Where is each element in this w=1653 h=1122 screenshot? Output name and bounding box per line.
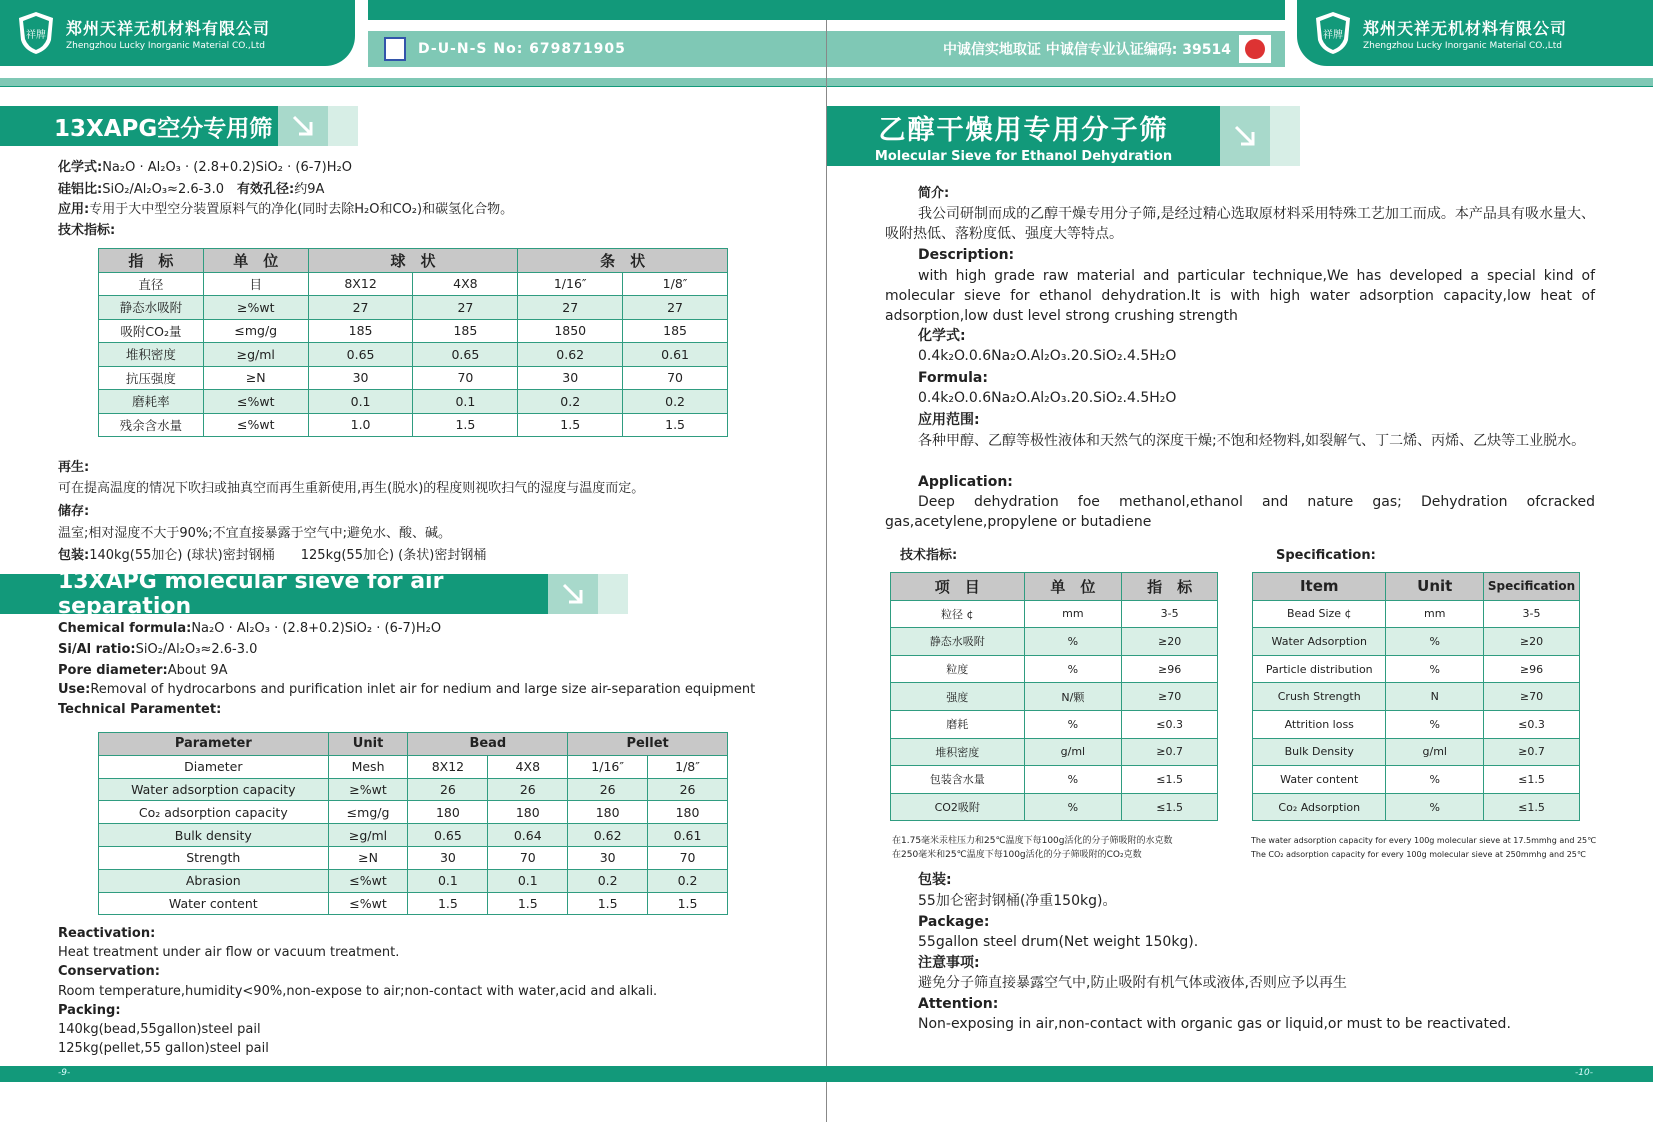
table-cell: 包装含水量 bbox=[891, 766, 1025, 794]
table-cell: ≥N bbox=[203, 366, 308, 390]
table-row bbox=[891, 683, 1218, 711]
formula-line: 化学式:Na₂O · Al₂O₃ · (2.8+0.2)SiO₂ · (6-7)H₂O bbox=[58, 160, 352, 175]
sial-line: Si/Al ratio:SiO₂/Al₂O₃≈2.6-3.0 bbox=[58, 642, 258, 657]
app-cn-text: 各种甲醇、乙醇等极性液体和天然气的深度干燥;不饱和烃物料,如裂解气、丁二烯、丙烯、乙炔等工业脱水。 bbox=[918, 433, 1586, 449]
table-row bbox=[891, 655, 1218, 683]
table-cell: % bbox=[1024, 793, 1122, 821]
formula-en-label: Formula: bbox=[918, 370, 988, 386]
table-cell: g/ml bbox=[1386, 738, 1484, 766]
table-header-cell: Bead bbox=[408, 733, 568, 756]
table-cell: CO2吸附 bbox=[891, 793, 1025, 821]
arrow-down-right-icon bbox=[278, 106, 328, 146]
desc-label: Description: bbox=[918, 247, 1015, 263]
table-cell: ≥70 bbox=[1122, 683, 1218, 711]
pack-cn-text: 55加仑密封钢桶(净重150kg)。 bbox=[918, 893, 1117, 909]
app-cn-label: 应用范围: bbox=[918, 412, 980, 428]
table-row bbox=[99, 755, 728, 778]
table-cell: Mesh bbox=[328, 755, 408, 778]
table-cell: ≥%wt bbox=[328, 778, 408, 801]
table-cell: % bbox=[1386, 766, 1484, 794]
spec-label: 技术指标: bbox=[58, 223, 116, 238]
table-header-cell: 球 状 bbox=[308, 249, 518, 273]
spec-en-label: Specification: bbox=[1276, 548, 1376, 563]
table-cell: ≤%wt bbox=[203, 413, 308, 437]
section-title-cn: 乙醇干燥用专用分子筛 bbox=[878, 115, 1169, 146]
table-cell: 1.5 bbox=[413, 413, 518, 437]
table-row bbox=[1253, 655, 1580, 683]
table-cell: Strength bbox=[99, 846, 329, 869]
table-cell: 吸附CO₂量 bbox=[99, 319, 204, 343]
tech-label: Technical Paramentet: bbox=[58, 702, 222, 717]
table-cell: % bbox=[1024, 710, 1122, 738]
note-cn-2: 在250毫米和25℃温度下每100g活化的分子筛吸附的CO₂克数 bbox=[892, 850, 1142, 860]
table-cell: ≤0.3 bbox=[1122, 710, 1218, 738]
section-banner-ethanol bbox=[827, 106, 1300, 166]
cons-text: Room temperature,humidity<90%,non-expose to air;non-contact with water,acid and alkali. bbox=[58, 984, 658, 999]
table-row bbox=[891, 766, 1218, 794]
table-cell: ≤1.5 bbox=[1122, 766, 1218, 794]
table-cell: Crush Strength bbox=[1253, 683, 1386, 711]
note-cn-1: 在1.75毫米汞柱压力和25℃温度下每100g活化的分子筛吸附的水克数 bbox=[892, 836, 1173, 846]
company-name-cn: 郑州天祥无机材料有限公司 bbox=[66, 18, 271, 38]
table-cell: 185 bbox=[308, 319, 413, 343]
table-header-cell: 指 标 bbox=[99, 249, 204, 273]
table-cell: 磨耗率 bbox=[99, 390, 204, 414]
table-cell: 磨耗 bbox=[891, 710, 1025, 738]
table-row bbox=[99, 892, 728, 915]
table-cell: 0.2 bbox=[518, 390, 623, 414]
table-cell: mm bbox=[1024, 600, 1122, 628]
table-row bbox=[99, 343, 728, 367]
react-text: Heat treatment under air flow or vacuum treatment. bbox=[58, 945, 400, 960]
table-cell: 残余含水量 bbox=[99, 413, 204, 437]
table-row bbox=[99, 272, 728, 296]
table-cell: 1850 bbox=[518, 319, 623, 343]
table-cell: ≤0.3 bbox=[1484, 710, 1580, 738]
table-cell: 180 bbox=[648, 801, 728, 824]
table-row bbox=[891, 738, 1218, 766]
note-en-1: The water adsorption capacity for every 100g molecular sieve at 17.5mmhg and 25℃ bbox=[1251, 836, 1597, 845]
table-cell: 70 bbox=[648, 846, 728, 869]
table-cell: ≤%wt bbox=[203, 390, 308, 414]
section-title-en: 13XAPG molecular sieve for air separation bbox=[0, 574, 548, 614]
att-cn-text: 避免分子筛直接暴露空气中,防止吸附有机气体或液体,否则应予以再生 bbox=[918, 975, 1347, 991]
chem-line: Chemical formula:Na₂O · Al₂O₃ · (2.8+0.2)SiO₂ · (6-7)H₂O bbox=[58, 621, 442, 636]
table-header-cell: 单 位 bbox=[203, 249, 308, 273]
company-name-en: Zhengzhou Lucky Inorganic Material CO.,Ltd bbox=[1363, 40, 1562, 51]
use-en-line: Use:Removal of hydrocarbons and purification inlet air for nedium and large size air-separation equipment bbox=[58, 682, 756, 697]
packing-text-1: 140kg(bead,55gallon)steel pail bbox=[58, 1022, 261, 1037]
table-cell: 0.65 bbox=[413, 343, 518, 367]
footer-bar bbox=[0, 1066, 1653, 1082]
table-cell: % bbox=[1024, 628, 1122, 656]
spec-table-en bbox=[98, 732, 728, 915]
table-cell: 1.5 bbox=[648, 892, 728, 915]
banner-tail bbox=[328, 106, 358, 146]
table-cell: 4X8 bbox=[413, 272, 518, 296]
intro-label: 简介: bbox=[918, 186, 950, 201]
table-cell: Diameter bbox=[99, 755, 329, 778]
table-cell: 0.2 bbox=[623, 390, 728, 414]
table-row bbox=[891, 628, 1218, 656]
table-cell: 0.61 bbox=[623, 343, 728, 367]
table-header-cell: Pellet bbox=[568, 733, 728, 756]
table-row bbox=[99, 801, 728, 824]
att-en-label: Attention: bbox=[918, 996, 999, 1012]
table-cell: 27 bbox=[518, 296, 623, 320]
table-row bbox=[99, 366, 728, 390]
table-cell: Water adsorption capacity bbox=[99, 778, 329, 801]
table-row bbox=[99, 824, 728, 847]
table-row bbox=[1253, 738, 1580, 766]
table-cell: Bulk Density bbox=[1253, 738, 1386, 766]
table-cell: N bbox=[1386, 683, 1484, 711]
section-title-block bbox=[827, 106, 1220, 166]
use-line: 应用:专用于大中型空分装置原料气的净化(同时去除H₂O和CO₂)和碳氢化合物。 bbox=[58, 202, 514, 217]
table-cell: % bbox=[1024, 655, 1122, 683]
table-cell: 1/16″ bbox=[518, 272, 623, 296]
table-cell: ≥N bbox=[328, 846, 408, 869]
table-cell: ≥g/ml bbox=[328, 824, 408, 847]
table-cell: ≥96 bbox=[1122, 655, 1218, 683]
table-cell: 180 bbox=[568, 801, 648, 824]
cons-label: Conservation: bbox=[58, 964, 160, 979]
app-en-label: Application: bbox=[918, 474, 1013, 490]
table-cell: 26 bbox=[648, 778, 728, 801]
table-cell: 0.1 bbox=[413, 390, 518, 414]
table-cell: 1/8″ bbox=[623, 272, 728, 296]
table-cell: Co₂ Adsorption bbox=[1253, 793, 1386, 821]
section-banner-13xapg-cn bbox=[0, 106, 358, 146]
section-title-en: Molecular Sieve for Ethanol Dehydration bbox=[874, 149, 1173, 164]
formula-cn: 0.4k₂O.0.6Na₂O.Al₂O₃.20.SiO₂.4.5H₂O bbox=[918, 348, 1177, 364]
table-cell: 0.61 bbox=[648, 824, 728, 847]
header-top-strip bbox=[368, 0, 1285, 20]
storage-label: 储存: bbox=[58, 504, 90, 519]
table-cell: ≤1.5 bbox=[1484, 793, 1580, 821]
packing-text-2: 125kg(pellet,55 gallon)steel pail bbox=[58, 1041, 269, 1056]
table-cell: 3-5 bbox=[1122, 600, 1218, 628]
table-cell: 堆积密度 bbox=[891, 738, 1025, 766]
spec-cn-label: 技术指标: bbox=[900, 548, 958, 563]
table-header-cell: 条 状 bbox=[518, 249, 728, 273]
table-cell: 0.1 bbox=[408, 869, 488, 892]
page-number-right: -10- bbox=[1575, 1068, 1593, 1078]
section-title: 13XAPG空分专用筛 bbox=[0, 106, 278, 146]
duns-number: D-U-N-S No: 679871905 bbox=[418, 41, 626, 57]
company-shield-icon bbox=[1311, 9, 1355, 57]
table-header-cell: Item bbox=[1253, 573, 1386, 601]
table-cell: 30 bbox=[308, 366, 413, 390]
table-cell: 0.64 bbox=[488, 824, 568, 847]
header-logo-right bbox=[1297, 0, 1653, 66]
table-cell: Water content bbox=[1253, 766, 1386, 794]
table-cell: 1.5 bbox=[623, 413, 728, 437]
table-cell: ≥70 bbox=[1484, 683, 1580, 711]
table-header-cell: 单 位 bbox=[1024, 573, 1122, 601]
table-cell: 强度 bbox=[891, 683, 1025, 711]
app-en-text: Deep dehydration foe methanol,ethanol and nature gas; Dehydration ofcracked gas,acetylene,propylene or butadiene bbox=[885, 494, 1595, 530]
table-row bbox=[1253, 628, 1580, 656]
table-row bbox=[99, 296, 728, 320]
company-name-cn: 郑州天祥无机材料有限公司 bbox=[1363, 18, 1568, 38]
table-cell: ≥96 bbox=[1484, 655, 1580, 683]
table-cell: Bead Size ¢ bbox=[1253, 600, 1386, 628]
table-cell: 8X12 bbox=[308, 272, 413, 296]
table-cell: 直径 bbox=[99, 272, 204, 296]
pack-line: 包装:140kg(55加仑) (球状)密封钢桶 125kg(55加仑) (条状)密封钢桶 bbox=[58, 548, 487, 563]
table-cell: ≤mg/g bbox=[328, 801, 408, 824]
table-cell: 185 bbox=[413, 319, 518, 343]
table-cell: 30 bbox=[568, 846, 648, 869]
table-cell: ≥20 bbox=[1484, 628, 1580, 656]
banner-tail bbox=[598, 574, 628, 614]
packing-label: Packing: bbox=[58, 1003, 121, 1018]
table-row bbox=[99, 869, 728, 892]
cert-text: 中诚信实地取证 中诚信专业认证编码: 39514 bbox=[942, 42, 1231, 58]
regen-label: 再生: bbox=[58, 460, 90, 475]
svg-text:祥牌: 祥牌 bbox=[26, 30, 46, 41]
page-divider bbox=[826, 20, 827, 1122]
table-cell: 27 bbox=[413, 296, 518, 320]
table-header-cell: 指 标 bbox=[1122, 573, 1218, 601]
table-row bbox=[99, 319, 728, 343]
table-cell: N/颗 bbox=[1024, 683, 1122, 711]
table-row bbox=[891, 710, 1218, 738]
table-row bbox=[1253, 766, 1580, 794]
table-row bbox=[1253, 600, 1580, 628]
svg-text:祥牌: 祥牌 bbox=[1323, 30, 1343, 41]
table-row bbox=[1253, 710, 1580, 738]
company-name-en: Zhengzhou Lucky Inorganic Material CO.,Ltd bbox=[66, 40, 265, 51]
table-row bbox=[99, 846, 728, 869]
react-label: Reactivation: bbox=[58, 926, 156, 941]
formula-en: 0.4k₂O.0.6Na₂O.Al₂O₃.20.SiO₂.4.5H₂O bbox=[918, 390, 1177, 406]
table-cell: 1.5 bbox=[488, 892, 568, 915]
table-cell: ≤1.5 bbox=[1122, 793, 1218, 821]
table-cell: 0.62 bbox=[518, 343, 623, 367]
table-cell: 静态水吸附 bbox=[891, 628, 1025, 656]
table-cell: ≤mg/g bbox=[203, 319, 308, 343]
table-header-cell: Parameter bbox=[99, 733, 329, 756]
table-cell: 1.5 bbox=[568, 892, 648, 915]
formula-cn-label: 化学式: bbox=[918, 328, 966, 344]
table-cell: % bbox=[1386, 710, 1484, 738]
table-cell: 1/16″ bbox=[568, 755, 648, 778]
table-header-cell: 项 目 bbox=[891, 573, 1025, 601]
table-header-cell: Specification bbox=[1484, 573, 1580, 601]
duns-logo-icon bbox=[384, 37, 406, 61]
table-cell: 0.2 bbox=[648, 869, 728, 892]
pack-en-label: Package: bbox=[918, 914, 990, 930]
table-row bbox=[1253, 793, 1580, 821]
table-cell: 粒径 ¢ bbox=[891, 600, 1025, 628]
table-cell: 1.0 bbox=[308, 413, 413, 437]
att-en-text: Non-exposing in air,non-contact with organic gas or liquid,or must to be reactivated. bbox=[918, 1016, 1511, 1032]
table-cell: % bbox=[1386, 655, 1484, 683]
spec-table-ethanol-cn bbox=[890, 572, 1218, 821]
table-cell: 180 bbox=[408, 801, 488, 824]
table-cell: 0.62 bbox=[568, 824, 648, 847]
table-cell: 0.65 bbox=[408, 824, 488, 847]
table-cell: Bulk density bbox=[99, 824, 329, 847]
table-row bbox=[99, 778, 728, 801]
table-cell: 185 bbox=[623, 319, 728, 343]
table-cell: Attrition loss bbox=[1253, 710, 1386, 738]
table-cell: 静态水吸附 bbox=[99, 296, 204, 320]
table-cell: ≥0.7 bbox=[1484, 738, 1580, 766]
table-row bbox=[891, 600, 1218, 628]
table-cell: 粒度 bbox=[891, 655, 1025, 683]
table-cell: 4X8 bbox=[488, 755, 568, 778]
table-cell: 70 bbox=[623, 366, 728, 390]
pore-line: Pore diameter:About 9A bbox=[58, 663, 228, 678]
cert-seal-icon bbox=[1239, 35, 1271, 63]
table-cell: 180 bbox=[488, 801, 568, 824]
table-cell: ≥20 bbox=[1122, 628, 1218, 656]
table-cell: 0.1 bbox=[308, 390, 413, 414]
table-cell: 1/8″ bbox=[648, 755, 728, 778]
banner-tail bbox=[1270, 106, 1300, 166]
table-row bbox=[99, 390, 728, 414]
table-cell: % bbox=[1386, 628, 1484, 656]
att-cn-label: 注意事项: bbox=[918, 955, 980, 971]
table-cell: 8X12 bbox=[408, 755, 488, 778]
table-cell: g/ml bbox=[1024, 738, 1122, 766]
intro-text: 我公司研制而成的乙醇干燥专用分子筛,是经过精心选取原材料采用特殊工艺加工而成。本产品具有吸水量大、吸附热低、落粉度低、强度大等特点。 bbox=[885, 206, 1595, 242]
table-cell: 30 bbox=[518, 366, 623, 390]
table-row bbox=[99, 413, 728, 437]
note-en-2: The CO₂ adsorption capacity for every 100g molecular sieve at 250mmhg and 25℃ bbox=[1251, 850, 1586, 859]
table-cell: 30 bbox=[408, 846, 488, 869]
table-cell: ≤%wt bbox=[328, 892, 408, 915]
table-cell: ≥g/ml bbox=[203, 343, 308, 367]
table-cell: 0.2 bbox=[568, 869, 648, 892]
table-cell: 抗压强度 bbox=[99, 366, 204, 390]
page-number-left: -9- bbox=[58, 1068, 71, 1078]
table-header-cell: Unit bbox=[328, 733, 408, 756]
table-row bbox=[891, 793, 1218, 821]
table-cell: 70 bbox=[413, 366, 518, 390]
table-cell: ≤1.5 bbox=[1484, 766, 1580, 794]
table-cell: 目 bbox=[203, 272, 308, 296]
spec-table-ethanol-en bbox=[1252, 572, 1580, 821]
table-cell: % bbox=[1024, 766, 1122, 794]
table-cell: ≥0.7 bbox=[1122, 738, 1218, 766]
table-cell: Abrasion bbox=[99, 869, 329, 892]
table-cell: Co₂ adsorption capacity bbox=[99, 801, 329, 824]
company-shield-icon bbox=[14, 9, 58, 57]
table-cell: 1.5 bbox=[518, 413, 623, 437]
arrow-down-right-icon bbox=[548, 574, 598, 614]
table-cell: Water Adsorption bbox=[1253, 628, 1386, 656]
pack-cn-label: 包装: bbox=[918, 872, 952, 888]
desc-text: with high grade raw material and particular technique,We has developed a special kind of molecular sieve for ethanol dehydration.It is with high water adsorption capacity,low heat of adsorption,low dust level strong crushing strength bbox=[885, 268, 1595, 324]
table-cell: 26 bbox=[488, 778, 568, 801]
regen-text: 可在提高温度的情况下吹扫或抽真空而再生重新使用,再生(脱水)的程度则视吹扫气的湿度与温度而定。 bbox=[58, 481, 645, 496]
table-cell: Water content bbox=[99, 892, 329, 915]
table-header-cell: Unit bbox=[1386, 573, 1484, 601]
ratio-line: 硅铝比:SiO₂/Al₂O₃≈2.6-3.0 有效孔径:约9A bbox=[58, 182, 325, 197]
table-cell: 70 bbox=[488, 846, 568, 869]
table-cell: ≤%wt bbox=[328, 869, 408, 892]
table-cell: Particle distribution bbox=[1253, 655, 1386, 683]
table-cell: ≥%wt bbox=[203, 296, 308, 320]
table-cell: 0.1 bbox=[488, 869, 568, 892]
table-cell: % bbox=[1386, 793, 1484, 821]
table-cell: 26 bbox=[408, 778, 488, 801]
storage-text: 温室;相对湿度不大于90%;不宜直接暴露于空气中;避免水、酸、碱。 bbox=[58, 526, 452, 541]
spec-table-cn bbox=[98, 248, 728, 437]
table-cell: 27 bbox=[623, 296, 728, 320]
table-row bbox=[1253, 683, 1580, 711]
table-cell: 27 bbox=[308, 296, 413, 320]
table-cell: mm bbox=[1386, 600, 1484, 628]
arrow-down-right-icon bbox=[1220, 106, 1270, 166]
section-banner-13xapg-en bbox=[0, 569, 628, 619]
table-cell: 堆积密度 bbox=[99, 343, 204, 367]
header-logo-left bbox=[0, 0, 355, 66]
table-cell: 0.65 bbox=[308, 343, 413, 367]
pack-en-text: 55gallon steel drum(Net weight 150kg). bbox=[918, 934, 1199, 950]
table-cell: 3-5 bbox=[1484, 600, 1580, 628]
table-cell: 26 bbox=[568, 778, 648, 801]
table-cell: 1.5 bbox=[408, 892, 488, 915]
